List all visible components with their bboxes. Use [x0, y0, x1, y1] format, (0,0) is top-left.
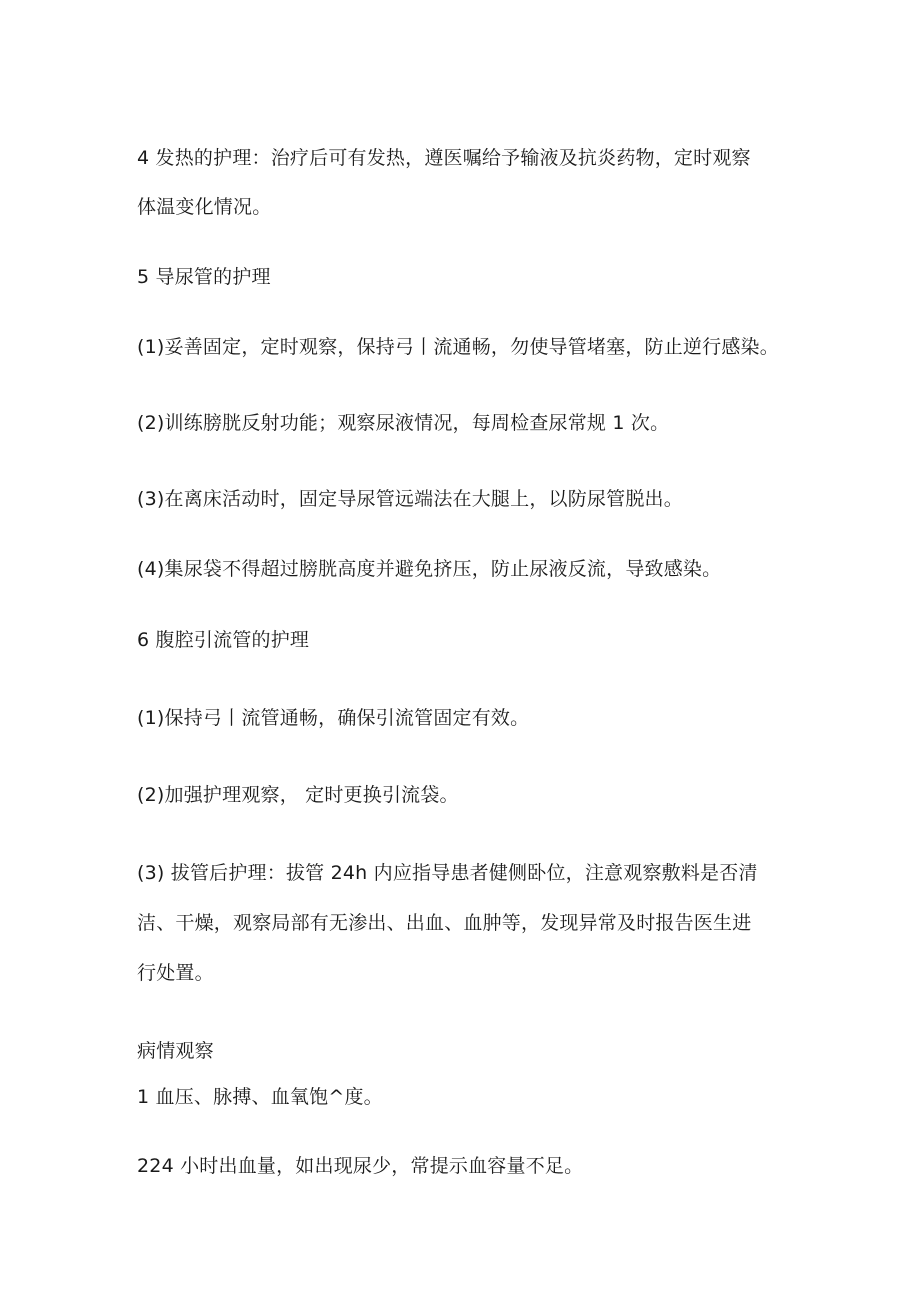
drainage-care-item-3-line-1: (3) 拔管后护理：拔管 24h 内应指导患者健侧卧位，注意观察敷料是否清 — [137, 862, 758, 884]
fever-care-line-2: 体温变化情况。 — [137, 196, 272, 218]
catheter-care-heading: 5 导尿管的护理 — [137, 266, 271, 288]
fever-care-line-1: 4 发热的护理：治疗后可有发热，遵医嘱给予输液及抗炎药物，定时观察 — [137, 147, 751, 169]
catheter-care-item-3: (3)在离床活动时，固定导尿管远端法在大腿上，以防尿管脱出。 — [137, 488, 683, 510]
catheter-care-item-2: (2)训练膀胱反射功能；观察尿液情况，每周检查尿常规 1 次。 — [137, 412, 670, 434]
catheter-care-item-4: (4)集尿袋不得超过膀胱高度并避免挤压，防止尿液反流，导致感染。 — [137, 558, 722, 580]
drainage-care-heading: 6 腹腔引流管的护理 — [137, 629, 310, 651]
observation-heading: 病情观察 — [137, 1040, 214, 1062]
catheter-care-item-1: (1)妥善固定，定时观察，保持弓丨流通畅，勿使导管堵塞，防止逆行感染。 — [137, 336, 779, 358]
drainage-care-item-2: (2)加强护理观察， 定时更换引流袋。 — [137, 784, 459, 806]
observation-item-1: 1 血压、脉搏、血氧饱^度。 — [137, 1086, 383, 1108]
observation-item-2: 224 小时出血量，如出现尿少，常提示血容量不足。 — [137, 1155, 584, 1177]
drainage-care-item-1: (1)保持弓丨流管通畅，确保引流管固定有效。 — [137, 707, 530, 729]
drainage-care-item-3-line-2: 洁、干燥，观察局部有无渗出、出血、血肿等，发现异常及时报告医生进 — [137, 912, 752, 934]
drainage-care-item-3-line-3: 行处置。 — [137, 962, 214, 984]
